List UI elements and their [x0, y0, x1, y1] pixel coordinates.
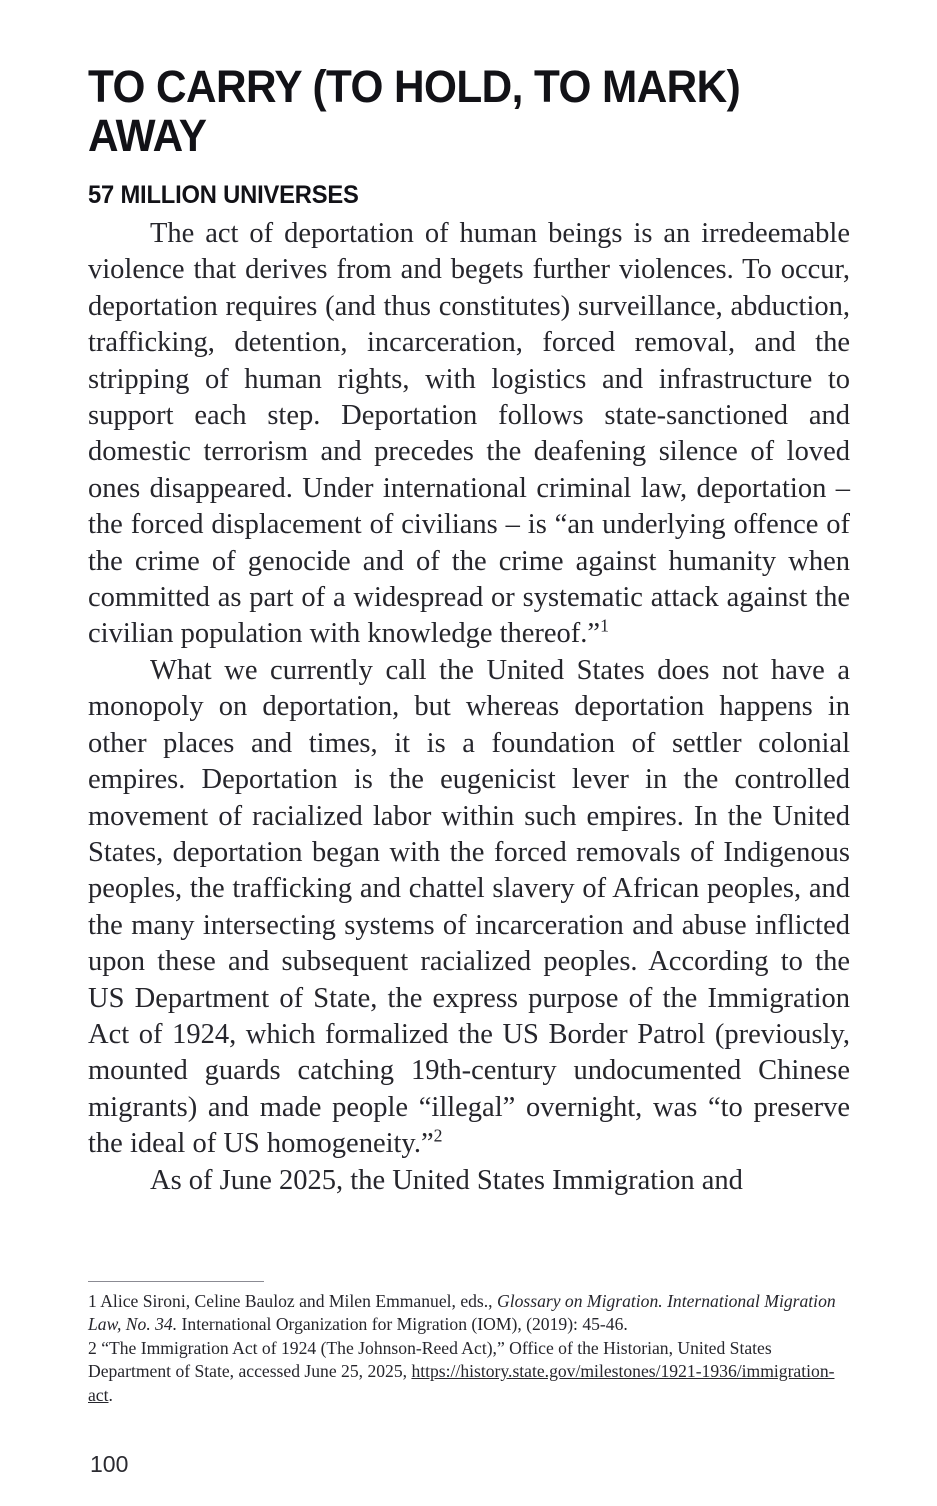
footnote-separator-rule [88, 1281, 264, 1282]
paragraph-text: What we currently call the United States does not have a monopoly on deportation, but whereas deportation happens in other places and times, it is a foundation of settler colonial empires. Deportation is the eugenicist lever in the controlled movement of racialized labor within such empires. In the United States, deportation began with the forced removals of Indigenous peoples, the trafficking and chattel slavery of African peoples, and the many intersecting systems of incarceration and abuse inflicted upon these and subsequent racialized peoples. According to the US Department of State, the express purpose of the Immigration Act of 1924, which formalized the US Border Patrol (previously, mounted guards catching 19th-century undocumented Chinese migrants) and made people “illegal” overnight, was “to preserve the ideal of US homogeneity.” [88, 654, 850, 1160]
paragraph-text: As of June 2025, the United States Immigration and [150, 1164, 743, 1196]
footnote-item-2 [88, 1337, 850, 1407]
footnote-1-text-before: 1 Alice Sironi, Celine Bauloz and Milen Emmanuel, eds., [88, 1291, 497, 1311]
paragraph-text: The act of deportation of human beings is an irredeemable violence that derives from and begets further violences. To occur, deportation requires (and thus constitutes) surveillance, abduction, trafficking, detention, incarceration, forced removal, and the stripping of human rights, with logistics and infrastructure to support each step. Deportation follows state-sanctioned and domestic terrorism and precedes the deafening silence of loved ones disappeared. Under international criminal law, deportation – the forced displacement of civilians – is “an underlying offence of the crime of genocide and of the crime against humanity when committed as part of a widespread or systematic attack against the civilian population with knowledge thereof.” [88, 218, 850, 650]
footnote-reference-1[interactable]: 1 [600, 615, 609, 636]
page-content [88, 62, 850, 1199]
body-paragraph-2 [88, 653, 850, 1163]
footnote-1-source-title: Glossary on Migration. International Migration Law, No. 34. [88, 1291, 836, 1335]
body-paragraph-3 [88, 1163, 850, 1199]
footnote-2-url-link[interactable]: https://history.state.gov/milestones/1921-1936/immigration-act [88, 1361, 835, 1405]
footnote-item-1 [88, 1290, 850, 1337]
page-title: TO CARRY (TO HOLD, TO MARK) AWAY [88, 61, 741, 161]
footnote-2-text-before: 2 “The Immigration Act of 1924 (The Johnson-Reed Act),” Office of the Historian, United States Department of State, accessed June 25, 2025, [88, 1337, 772, 1382]
footnotes-section [88, 1281, 850, 1407]
footnote-2-text-after: . [108, 1384, 113, 1405]
page-number: 100 [90, 1451, 129, 1477]
body-paragraph-1 [88, 216, 850, 653]
section-heading: 57 MILLION UNIVERSES [88, 181, 359, 209]
footnote-reference-2[interactable]: 2 [433, 1125, 443, 1146]
footnote-1-text-after: International Organization for Migration (IOM), (2019): 45-46. [177, 1314, 628, 1335]
